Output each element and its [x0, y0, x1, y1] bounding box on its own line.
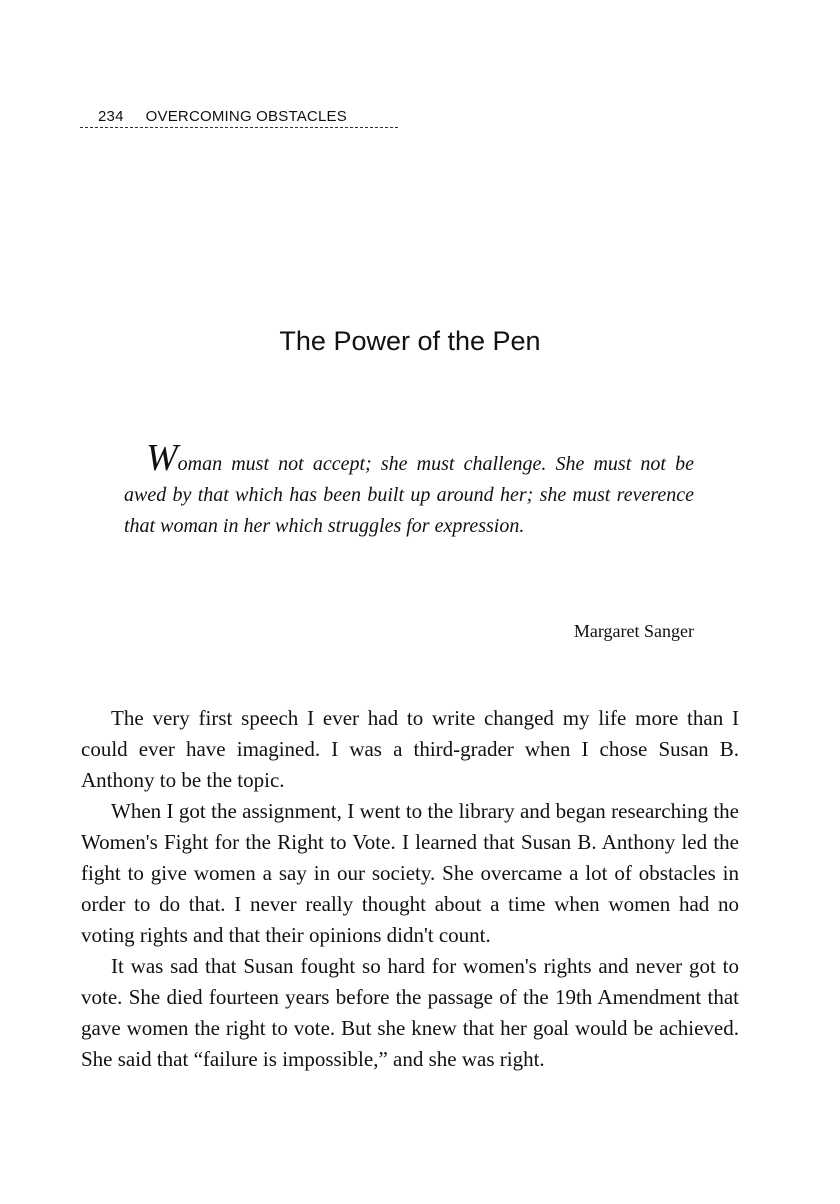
body-paragraph: It was sad that Susan fought so hard for women's rights and never got to vote. She died fourteen years before the passage of the 19th Amendment that gave women the right to vote. But she knew that her goal would be achieved. She said that “failure is impossible,” and she was right.	[81, 954, 739, 1071]
epigraph-text: oman must not accept; she must challenge. She must not be awed by that which has been built up around her; she must reverence that woman in her which struggles for expression.	[124, 453, 694, 537]
epigraph-quote	[124, 437, 694, 542]
body-paragraph: The very first speech I ever had to write changed my life more than I could ever have imagined. I was a third-grader when I chose Susan B. Anthony to be the topic.	[81, 706, 739, 792]
body-text	[81, 703, 739, 1075]
epigraph-attribution: Margaret Sanger	[573, 621, 694, 641]
body-paragraph: When I got the assignment, I went to the library and began researching the Women's Fight for the Right to Vote. I learned that Susan B. Anthony led the fight to give women a say in our society. She overcame a lot of obstacles in order to do that. I never really thought about a time when women had no voting rights and that their opinions didn't count.	[81, 799, 739, 947]
page-number: 234	[98, 108, 124, 125]
epigraph-dropcap: W	[146, 437, 178, 479]
chapter-title: The Power of the Pen	[279, 326, 541, 356]
running-head	[80, 108, 398, 128]
running-title: OVERCOMING OBSTACLES	[145, 108, 347, 125]
